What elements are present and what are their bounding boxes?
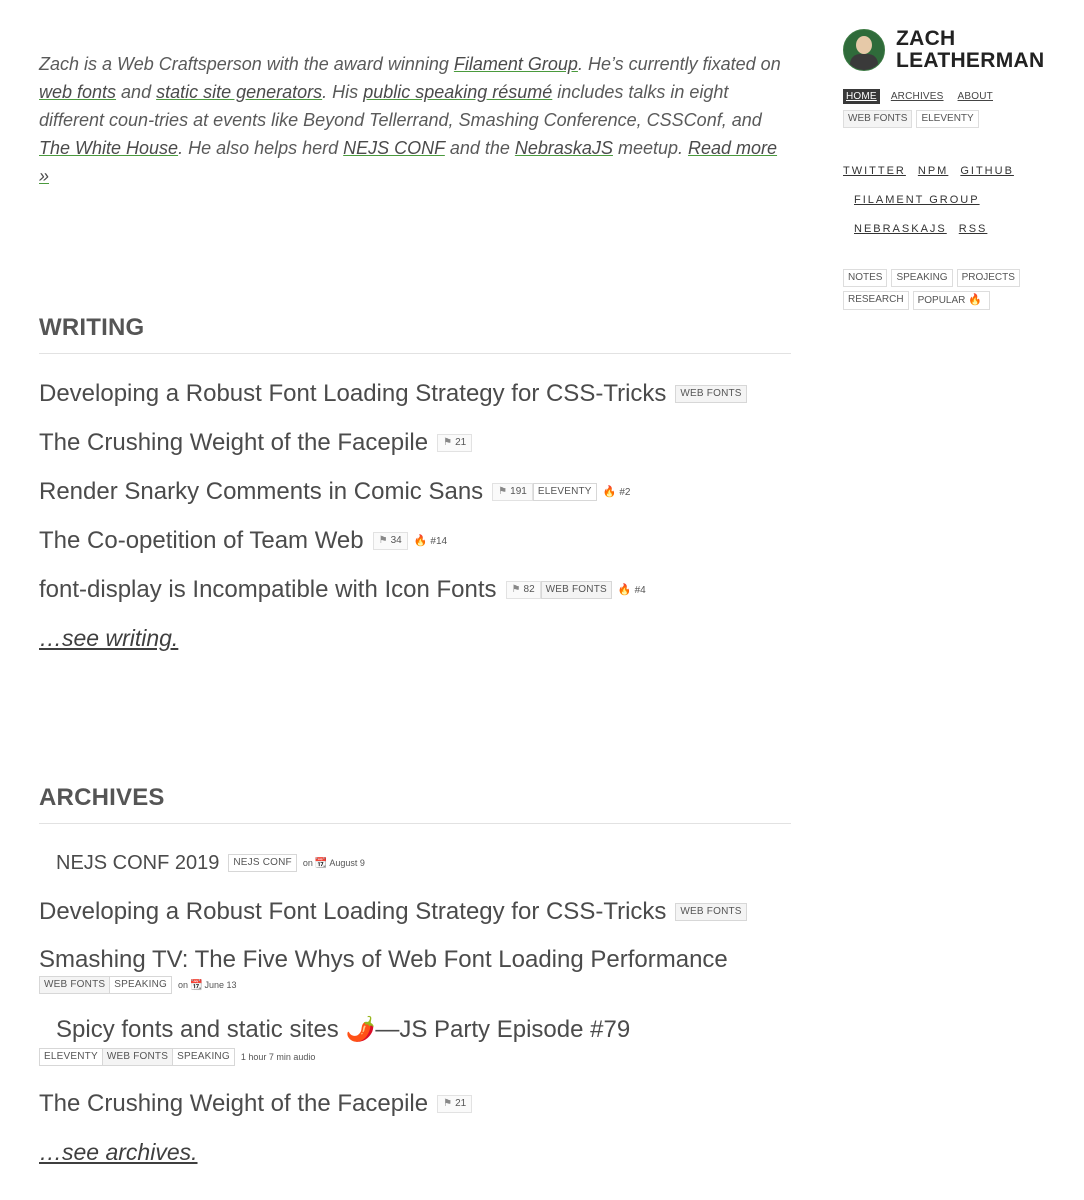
github-link[interactable]: GITHUB: [960, 165, 1014, 177]
count-value: 21: [455, 1098, 467, 1109]
intro-text-6: . He also helps herd: [178, 138, 344, 158]
nav-archives[interactable]: ARCHIVES: [890, 91, 944, 102]
primary-nav: [843, 89, 1063, 104]
tag-web-fonts[interactable]: WEB FONTS: [541, 581, 612, 599]
archives-list: [39, 839, 791, 1177]
site-name-line2: LEATHERMAN: [896, 49, 1045, 72]
site-name-line1: ZACH: [896, 27, 956, 50]
webmention-count: [373, 532, 408, 550]
post-title[interactable]: [56, 1015, 630, 1044]
intro-paragraph: [39, 50, 791, 190]
web-fonts-link[interactable]: web fonts: [39, 82, 117, 102]
post-title[interactable]: Developing a Robust Font Loading Strategy for CSS-Tricks: [39, 898, 667, 925]
post-title[interactable]: font-display is Incompatible with Icon Fonts: [39, 575, 497, 603]
see-archives-row: [39, 1128, 791, 1177]
see-writing-link[interactable]: …see writing.: [39, 625, 179, 651]
category-links: [843, 269, 1023, 310]
intro-text-5: includes talks in eight different coun-tries at events like Beyond Tellerrand, Smashing Conference, CSSConf, and: [39, 82, 762, 130]
count-value: 21: [455, 436, 467, 448]
main-content: [39, 50, 791, 1177]
post-title[interactable]: The Crushing Weight of the Facepile: [39, 428, 429, 456]
white-house-link[interactable]: The White House: [39, 138, 179, 158]
list-item: [39, 1004, 791, 1054]
flag-icon: ⚑: [443, 436, 453, 448]
tag-eleventy[interactable]: ELEVENTY: [533, 483, 597, 501]
topic-web-fonts[interactable]: WEB FONTS: [843, 110, 912, 128]
date-on: on: [302, 858, 313, 868]
twitter-link[interactable]: TWITTER: [843, 165, 906, 177]
see-writing-row: [39, 614, 791, 663]
flag-icon: ⚑: [498, 485, 508, 497]
social-links: [843, 157, 1063, 244]
nejs-conf-link[interactable]: NEJS CONF: [343, 138, 445, 158]
sidebar: [843, 28, 1063, 310]
writing-list: [39, 369, 791, 663]
rank-value: #4: [634, 585, 646, 596]
speaking-resume-link[interactable]: public speaking résumé: [363, 82, 553, 102]
tag-web-fonts[interactable]: WEB FONTS: [39, 976, 110, 994]
list-item: [39, 467, 791, 516]
tag-web-fonts[interactable]: WEB FONTS: [103, 1048, 173, 1066]
list-item: [39, 887, 791, 937]
post-title[interactable]: Smashing TV: The Five Whys of Web Font Loading Performance: [39, 945, 728, 973]
flag-icon: ⚑: [443, 1098, 453, 1109]
tag-speaking[interactable]: SPEAKING: [173, 1048, 235, 1066]
list-item: [39, 1080, 791, 1128]
category-projects[interactable]: PROJECTS: [957, 269, 1020, 287]
filament-group-link[interactable]: Filament Group: [453, 54, 578, 74]
filament-group-social-link[interactable]: FILAMENT GROUP: [854, 194, 980, 206]
nav-about[interactable]: ABOUT: [957, 91, 993, 102]
intro-text-1: Zach is a Web Craftsperson with the award winning: [39, 54, 454, 74]
fire-icon: 🔥: [968, 294, 982, 306]
calendar-icon: 📆: [314, 857, 328, 869]
post-title[interactable]: Render Snarky Comments in Comic Sans: [39, 477, 484, 505]
fire-icon: 🔥: [617, 584, 632, 596]
category-popular[interactable]: [913, 291, 990, 310]
list-item: [39, 418, 791, 467]
read-more-link[interactable]: Read more »: [39, 138, 778, 186]
tag-eleventy[interactable]: ELEVENTY: [39, 1048, 103, 1066]
tag-speaking[interactable]: SPEAKING: [110, 976, 172, 994]
post-title[interactable]: NEJS CONF 2019: [56, 851, 220, 874]
tag-nejs-conf[interactable]: NEJS CONF: [228, 854, 296, 872]
writing-heading: WRITING: [39, 314, 791, 354]
duration: 1 hour 7 min audio: [240, 1052, 316, 1062]
intro-text-2: . He’s currently fixated on: [577, 54, 781, 74]
post-title[interactable]: Developing a Robust Font Loading Strategy for CSS-Tricks: [39, 379, 667, 407]
avatar: [843, 29, 885, 71]
list-item: [39, 937, 791, 982]
date-on: on: [177, 980, 188, 990]
popular-rank: [603, 485, 631, 498]
list-item: [39, 839, 791, 887]
rank-value: #14: [430, 536, 448, 547]
chili-pepper-icon: 🌶️: [345, 1015, 376, 1043]
post-title-rest: —JS Party Episode #79: [375, 1015, 631, 1043]
calendar-icon: 📆: [190, 979, 203, 991]
webmention-count: [437, 1095, 472, 1113]
rss-link[interactable]: RSS: [958, 223, 988, 235]
webmention-count: [437, 434, 472, 452]
topic-tags: [843, 110, 1063, 128]
topic-eleventy[interactable]: ELEVENTY: [916, 110, 978, 128]
category-popular-label: POPULAR: [917, 295, 966, 306]
static-site-generators-link[interactable]: static site generators: [156, 82, 323, 102]
webmention-count: [492, 483, 533, 501]
flag-icon: ⚑: [378, 534, 388, 546]
post-title[interactable]: The Co-opetition of Team Web: [39, 526, 364, 554]
popular-rank: [414, 534, 447, 547]
intro-text-8: meetup.: [612, 138, 688, 158]
intro-text-4: . His: [322, 82, 364, 102]
intro-text-3: and: [116, 82, 157, 102]
intro-text-7: and the: [444, 138, 515, 158]
popular-rank: [618, 583, 646, 596]
category-research[interactable]: RESEARCH: [843, 291, 909, 310]
category-speaking[interactable]: SPEAKING: [891, 269, 952, 287]
fire-icon: 🔥: [413, 535, 428, 547]
nebraskajs-social-link[interactable]: NEBRASKAJS: [854, 223, 947, 235]
flag-icon: ⚑: [511, 583, 521, 595]
event-date: June 13: [204, 980, 237, 990]
post-title[interactable]: The Crushing Weight of the Facepile: [39, 1090, 429, 1117]
site-name: [896, 28, 1044, 72]
npm-link[interactable]: NPM: [917, 165, 949, 177]
nebraskajs-link[interactable]: NebraskaJS: [514, 138, 613, 158]
see-archives-link[interactable]: …see archives.: [39, 1139, 198, 1165]
archives-heading: ARCHIVES: [39, 784, 791, 824]
nav-home[interactable]: HOME: [843, 89, 880, 104]
rank-value: #2: [619, 487, 631, 498]
list-item: [39, 516, 791, 565]
event-date: August 9: [329, 858, 365, 868]
list-item: [39, 369, 791, 418]
count-value: 82: [523, 583, 535, 595]
site-brand[interactable]: [843, 28, 1063, 72]
list-item: [39, 565, 791, 614]
category-notes[interactable]: NOTES: [843, 269, 887, 287]
fire-icon: 🔥: [602, 486, 617, 498]
webmention-count: [506, 581, 541, 599]
tag-web-fonts[interactable]: WEB FONTS: [675, 385, 746, 403]
post-title-text: Spicy fonts and static sites: [56, 1015, 339, 1043]
count-value: 191: [510, 485, 527, 497]
tag-web-fonts[interactable]: WEB FONTS: [675, 903, 746, 921]
count-value: 34: [390, 534, 402, 546]
